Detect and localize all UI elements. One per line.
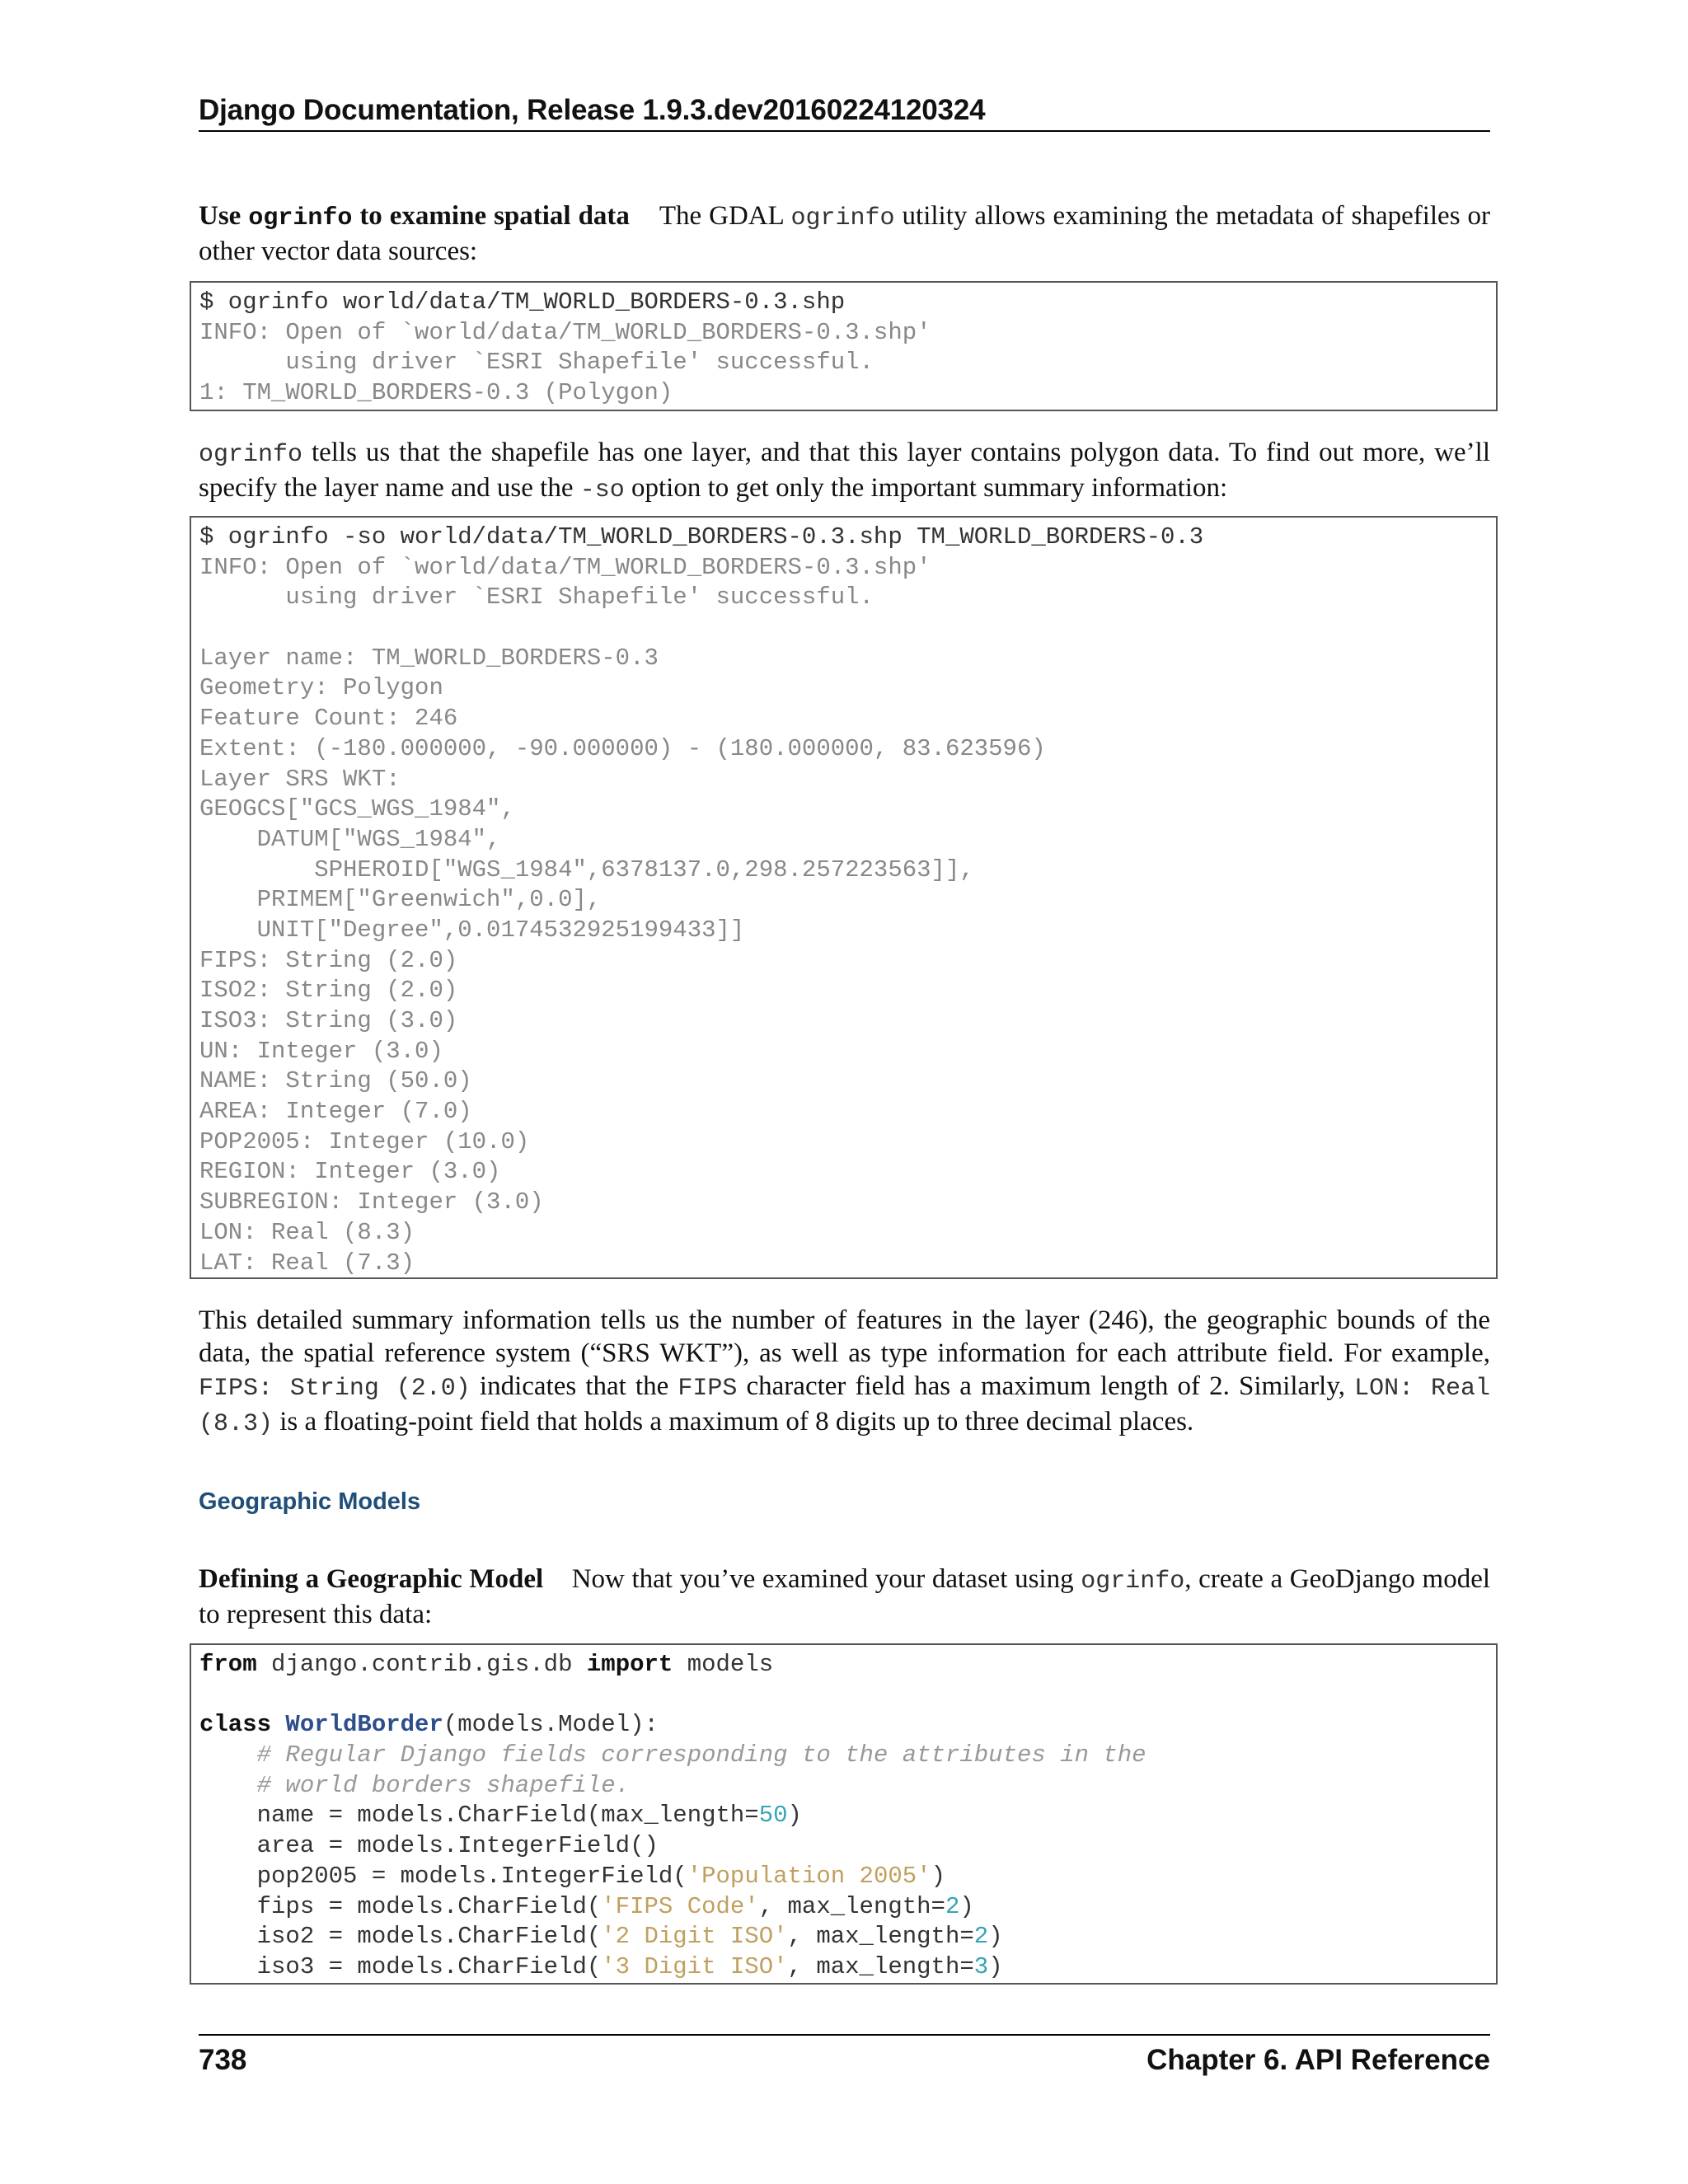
code-line: UNIT["Degree",0.0174532925199433]] [199,916,745,944]
string-literal: '2 Digit ISO' [601,1923,788,1951]
code-block-ogrinfo [190,281,1498,411]
inline-code: ogrinfo [199,441,303,469]
code-block-ogrinfo-summary [190,516,1498,1279]
code-text: iso3 = models.CharField( [199,1952,602,1980]
paragraph-text: character field has a maximum length of 2. Similarly, [737,1371,1355,1401]
code-line: Layer name: TM_WORLD_BORDERS-0.3 [199,644,659,672]
code-line-blank [199,1680,1488,1711]
code-comment: # world borders shapefile. [199,1771,631,1799]
section-heading: Geographic Models [199,1488,421,1515]
code-line: UN: Integer (3.0) [199,1037,443,1065]
code-text: , max_length= [787,1952,974,1980]
code-line [199,613,1488,644]
code-text: ) [988,1923,1003,1951]
inline-code: ogrinfo [790,204,895,232]
paragraph-text: option to get only the important summary information: [624,473,1228,503]
keyword: import [586,1651,673,1678]
paragraph-text: tells us that the shapefile has one layer, and that this layer contains polygon data. To find out more, we’ll specify the layer name and use the [199,438,1490,503]
code-text: ) [959,1892,974,1920]
page-header [199,89,1490,132]
page-footer [199,2034,1490,2076]
run-in-heading [199,201,630,231]
code-line: GEOGCS["GCS_WGS_1984", [199,795,515,823]
paragraph-layer-info [199,436,1490,507]
code-line: area = models.IntegerField() [199,1832,659,1860]
code-text: iso2 = models.CharField( [199,1923,602,1951]
inline-code: FIPS: String (2.0) [199,1375,471,1403]
code-line: SUBREGION: Integer (3.0) [199,1188,544,1216]
paragraph-ogrinfo-intro [199,199,1490,268]
code-line: LAT: Real (7.3) [199,1249,415,1277]
code-line: INFO: Open of `world/data/TM_WORLD_BORDERS-0.3.shp' [199,553,931,581]
code-line [199,1710,1488,1741]
number-literal: 50 [758,1802,788,1830]
code-line: FIPS: String (2.0) [199,946,458,974]
code-line: INFO: Open of `world/data/TM_WORLD_BORDERS-0.3.shp' [199,318,931,346]
paragraph-text: , create a GeoDjango model to represent this data: [199,1564,1491,1629]
code-line: Feature Count: 246 [199,705,458,733]
code-text: , max_length= [758,1892,945,1920]
code-line: using driver `ESRI Shapefile' successful. [199,349,874,377]
heading-text: to examine spatial data [352,201,630,231]
code-line: Extent: (-180.000000, -90.000000) - (180.000000, 83.623596) [199,734,1046,762]
code-text: fips = models.CharField( [199,1892,602,1920]
inline-code: LON: Real (8.3) [199,1375,1490,1438]
paragraph-text: utility allows examining the metadata of shapefiles or other vector data sources: [199,201,1491,266]
string-literal: 'Population 2005' [687,1862,931,1890]
number-literal: 3 [973,1952,989,1980]
code-line: PRIMEM["Greenwich",0.0], [199,886,602,914]
code-comment: # Regular Django fields corresponding to the attributes in the [199,1741,1146,1769]
inline-code: -so [579,476,625,504]
inline-code: ogrinfo [1081,1568,1185,1596]
code-line [199,1650,1488,1680]
code-line: POP2005: Integer (10.0) [199,1127,530,1155]
code-line: Geometry: Polygon [199,674,443,702]
number-literal: 2 [973,1923,989,1951]
code-line: $ ogrinfo world/data/TM_WORLD_BORDERS-0.3.shp [199,288,846,316]
module-name: django.contrib.gis.db [256,1651,587,1678]
code-line: LON: Real (8.3) [199,1218,415,1246]
code-line: $ ogrinfo -so world/data/TM_WORLD_BORDERS-0.3.shp TM_WORLD_BORDERS-0.3 [199,523,1204,551]
paragraph-text: indicates that the [470,1371,678,1401]
heading-text: Use [199,201,249,231]
code-text: (models.Model): [443,1711,659,1739]
code-line [199,1952,1488,1983]
string-literal: '3 Digit ISO' [601,1952,788,1980]
code-line: 1: TM_WORLD_BORDERS-0.3 (Polygon) [199,379,673,407]
code-text: pop2005 = models.IntegerField( [199,1862,687,1890]
code-line: REGION: Integer (3.0) [199,1158,501,1186]
keyword: from [199,1651,257,1678]
code-text: ) [931,1862,945,1890]
paragraph-text: Now that you’ve examined your dataset using [571,1564,1081,1594]
paragraph-text: This detailed summary information tells us the number of features in the layer (246), the geographic bounds of the data, the spatial reference system (“SRS WKT”), as well as type information for each attribute field. For example, [199,1305,1490,1368]
run-in-heading: Defining a Geographic Model [199,1564,544,1594]
paragraph-summary-explanation [199,1304,1490,1441]
number-literal: 2 [945,1892,960,1920]
code-line: ISO2: String (2.0) [199,977,458,1005]
code-text: ) [787,1802,802,1830]
code-line [199,1862,1488,1892]
code-text: ) [988,1952,1003,1980]
code-text: models [673,1651,774,1678]
page-number: 738 [199,2044,247,2076]
inline-code: FIPS [678,1375,738,1403]
code-line: DATUM["WGS_1984", [199,825,501,853]
code-line: AREA: Integer (7.0) [199,1098,472,1126]
heading-code: ogrinfo [248,204,353,232]
code-line: NAME: String (50.0) [199,1067,472,1095]
code-line [199,1922,1488,1952]
keyword: class [199,1711,272,1739]
chapter-title: Chapter 6. API Reference [1146,2044,1490,2076]
code-line: using driver `ESRI Shapefile' successful. [199,583,874,612]
code-line: Layer SRS WKT: [199,765,401,793]
code-text: , max_length= [787,1923,974,1951]
paragraph-text: The GDAL [659,201,791,231]
code-line [199,1892,1488,1923]
code-line: SPHEROID["WGS_1984",6378137.0,298.257223563]], [199,855,974,883]
code-block-worldborder-model [190,1643,1498,1985]
paragraph-define-model [199,1563,1490,1631]
paragraph-text: is a floating-point field that holds a maximum of 8 digits up to three decimal places. [273,1407,1194,1436]
string-literal: 'FIPS Code' [601,1892,759,1920]
class-name: WorldBorder [285,1711,443,1739]
code-line: ISO3: String (3.0) [199,1007,458,1034]
header-title: Django Documentation, Release 1.9.3.dev20160224120324 [199,94,986,126]
code-text: name = models.CharField(max_length= [199,1802,759,1830]
code-line [199,1801,1488,1831]
